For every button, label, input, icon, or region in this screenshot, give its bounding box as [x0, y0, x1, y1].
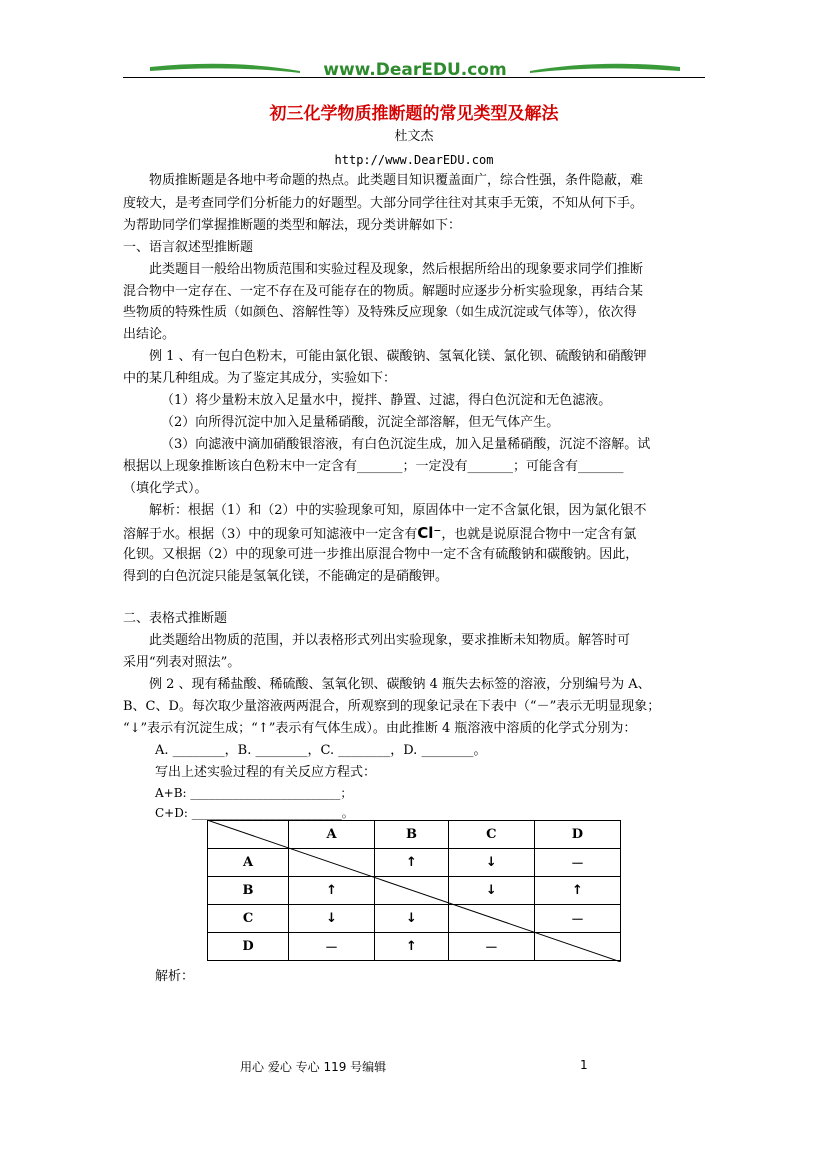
intro-line: 为帮助同学们掌握推断题的类型和解法，现分类讲解如下：	[123, 218, 462, 233]
table-cell: －	[534, 849, 620, 877]
column-header: B	[375, 821, 449, 849]
table-cell: ↓	[375, 905, 449, 933]
example-line: 例 2 、现有稀盐酸、稀硫酸、氢氧化钡、碳酸钠 4 瓶失去标签的溶液，分别编号为 A、	[149, 677, 651, 692]
row-header: D	[208, 933, 289, 961]
table-cell: ↑	[534, 877, 620, 905]
table-cell: ↓	[448, 877, 534, 905]
chloride-ion-formula: Cl⁻	[417, 524, 442, 542]
table-cell: ↑	[375, 933, 449, 961]
table-cell: －	[534, 905, 620, 933]
example-line: 根据以上现象推断该白色粉末中一定含有_______；一定没有_______；可能含有_______	[123, 459, 624, 474]
logo-text: www.DearEDU.com	[323, 60, 507, 80]
example-line: 中的某几种组成。为了鉴定其成分，实验如下：	[123, 371, 397, 386]
document-author: 杜文杰	[394, 129, 434, 144]
section-desc-line: 此类题目一般给出物质范围和实验过程及现象，然后根据所给出的现象要求同学们推断	[149, 262, 644, 277]
example-line: B、C、D。每次取少量溶液两两混合，所观察到的现象记录在下表中（“－”表示无明显现象；	[123, 699, 661, 714]
section-heading: 一、语言叙述型推断题	[123, 240, 254, 255]
column-header: C	[448, 821, 534, 849]
instruction-line: 写出上述实验过程的有关反应方程式：	[155, 765, 377, 780]
page-number: 1	[580, 1058, 588, 1072]
answer-blanks: A. ________，B. ________，C. ________，D. ________。	[155, 743, 487, 758]
example-line: （填化学式）。	[123, 481, 208, 496]
section-desc-line: 混合物中一定存在、一定不存在及可能存在的物质。解题时应逐步分析实验现象，再结合某	[123, 284, 644, 299]
row-header: A	[208, 849, 289, 877]
header-rule	[123, 77, 705, 78]
column-header: D	[534, 821, 620, 849]
analysis-label: 解析：	[155, 969, 195, 984]
table-cell: ↓	[289, 905, 375, 933]
equation-blank: C+D: _________________________。	[155, 806, 354, 820]
section-heading: 二、表格式推断题	[123, 611, 228, 626]
section-desc-line: 采用“列表对照法”。	[123, 655, 241, 670]
example-step: （1）将少量粉末放入足量水中，搅拌、静置、过滤，得白色沉淀和无色滤液。	[161, 393, 612, 408]
table-cell: －	[448, 933, 534, 961]
table-cell: ↑	[375, 849, 449, 877]
example-step: （3）向滤液中滴加硝酸银溶液，有白色沉淀生成，加入足量稀硝酸，沉淀不溶解。试	[161, 437, 651, 452]
section-desc-line: 些物质的特殊性质（如颜色、溶解性等）及特殊反应现象（如生成沉淀或气体等），依次得	[123, 305, 637, 320]
example-line: 例 1 、有一包白色粉末，可能由氯化银、碳酸钠、氢氧化镁、氯化钡、硫酸钠和硝酸钾	[149, 349, 647, 364]
row-header: C	[208, 905, 289, 933]
analysis-line: 化钡。又根据（2）中的现象可进一步推出原混合物中一定不含有硫酸钠和碳酸钠。因此，	[123, 547, 639, 562]
example-line: “↓”表示有沉淀生成；“↑”表示有气体生成）。由此推断 4 瓶溶液中溶质的化学式分别为：	[123, 721, 637, 736]
table-cell: ↑	[289, 877, 375, 905]
analysis-line: 溶解于水。根据（3）中的现象可知滤液中一定含有Cl⁻，也就是说原混合物中一定含有氯	[123, 524, 637, 542]
table-diagonal	[207, 820, 621, 962]
section-desc-line: 此类题给出物质的范围，并以表格形式列出实验现象，要求推断未知物质。解答时可	[149, 633, 631, 648]
example-step: （2）向所得沉淀中加入足量稀硝酸，沉淀全部溶解，但无气体产生。	[161, 415, 560, 430]
footer-text: 用心 爱心 专心 119 号编辑	[240, 1060, 387, 1074]
analysis-line: 得到的白色沉淀只能是氢氧化镁，不能确定的是硝酸钾。	[123, 569, 449, 584]
section-desc-line: 出结论。	[123, 327, 176, 342]
equation-blank: A+B: _________________________；	[155, 786, 353, 800]
column-header: A	[289, 821, 375, 849]
row-header: B	[208, 877, 289, 905]
document-url[interactable]: http://www.DearEDU.com	[334, 153, 494, 167]
document-title: 初三化学物质推断题的常见类型及解法	[269, 104, 559, 124]
table-cell: －	[289, 933, 375, 961]
analysis-line: 解析：根据（1）和（2）中的实验现象可知，原固体中一定不含氯化银，因为氯化银不	[149, 503, 647, 518]
intro-line: 度较大，是考查同学们分析能力的好题型。大部分同学往往对其束手无策，不知从何下手。	[123, 196, 644, 211]
table-cell: ↓	[448, 849, 534, 877]
intro-line: 物质推断题是各地中考命题的热点。此类题目知识覆盖面广，综合性强，条件隐蔽，难	[149, 173, 644, 188]
